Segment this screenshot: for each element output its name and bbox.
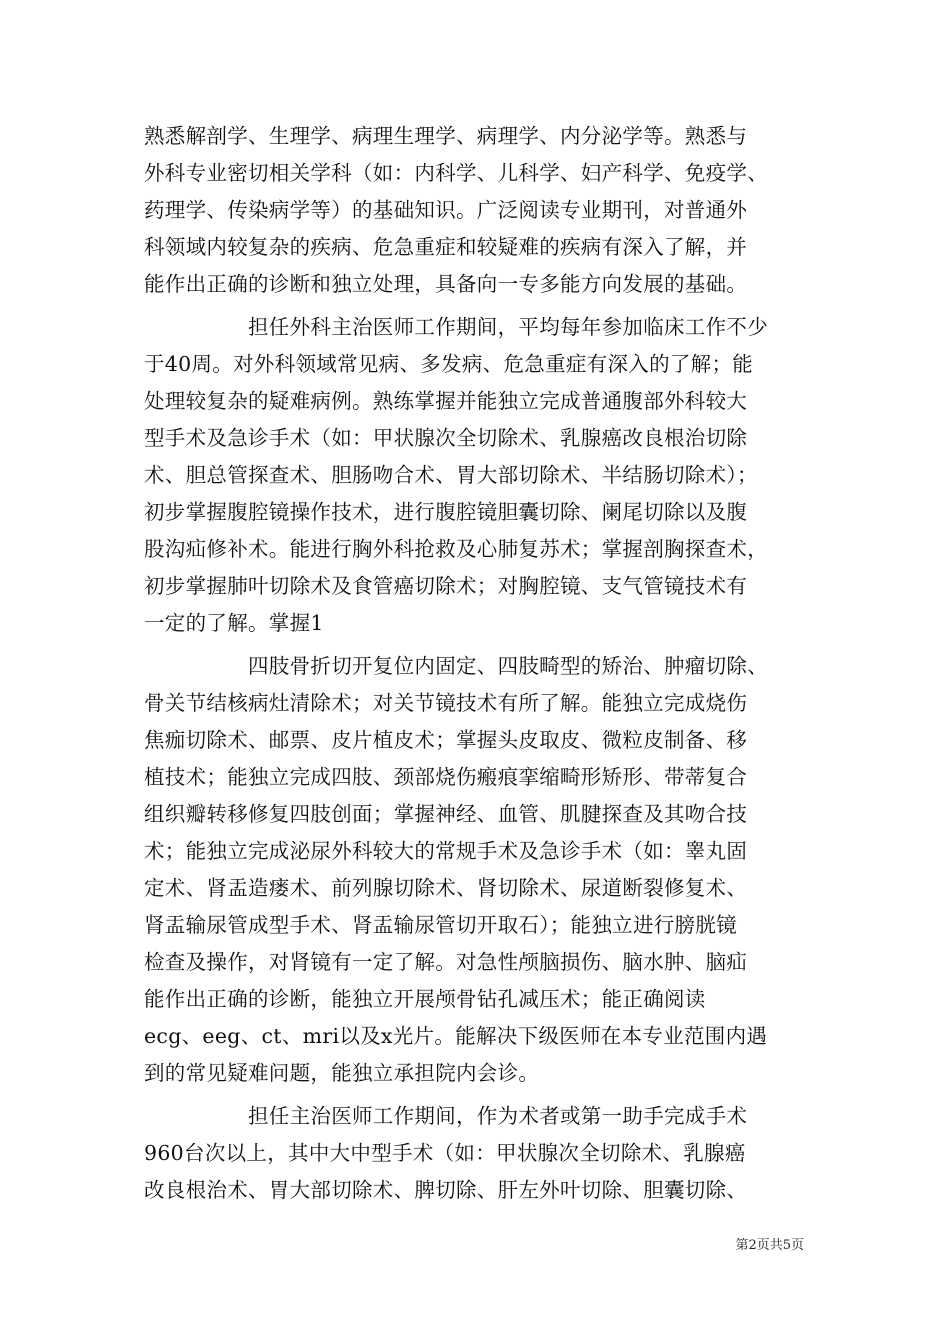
document-body	[144, 118, 814, 1209]
page-number-footer: 第2页共5页	[735, 1238, 804, 1253]
paragraph-1	[144, 118, 814, 303]
text-line: 担任外科主治医师工作期间，平均每年参加临床工作不少	[248, 315, 768, 339]
text-line: 熟悉解剖学、生理学、病理生理学、病理学、内分泌学等。熟悉与	[144, 124, 748, 148]
text-line: 初步掌握腹腔镜操作技术，进行腹腔镜胆囊切除、阑尾切除以及腹	[144, 500, 748, 524]
text-line: 担任主治医师工作期间，作为术者或第一助手完成手术	[248, 1104, 748, 1128]
text-line: 检查及操作，对肾镜有一定了解。对急性颅脑损伤、脑水肿、脑疝	[144, 950, 748, 974]
text-line: 到的常见疑难问题，能独立承担院内会诊。	[144, 1061, 540, 1085]
text-line: 型手术及急诊手术（如：甲状腺次全切除术、乳腺癌改良根治切除	[144, 426, 748, 450]
text-line: 处理较复杂的疑难病例。熟练掌握并能独立完成普通腹部外科较大	[144, 389, 748, 413]
text-line: 能作出正确的诊断和独立处理，具备向一专多能方向发展的基础。	[144, 272, 748, 296]
text-line: 能作出正确的诊断，能独立开展颅骨钻孔减压术；能正确阅读	[144, 987, 706, 1011]
text-line: 初步掌握肺叶切除术及食管癌切除术；对胸腔镜、支气管镜技术有	[144, 574, 748, 598]
text-line: 组织瓣转移修复四肢创面；掌握神经、血管、肌腱探查及其吻合技	[144, 802, 748, 826]
text-line: 960台次以上，其中大中型手术（如：甲状腺次全切除术、乳腺癌	[144, 1141, 746, 1165]
text-line: 于40周。对外科领域常见病、多发病、危急重症有深入的了解；能	[144, 352, 754, 376]
text-line: 股沟疝修补术。能进行胸外科抢救及心肺复苏术；掌握剖胸探查术，	[144, 537, 768, 561]
text-line: 骨关节结核病灶清除术；对关节镜技术有所了解。能独立完成烧伤	[144, 691, 748, 715]
text-line: 外科专业密切相关学科（如：内科学、儿科学、妇产科学、免疫学、	[144, 161, 768, 185]
text-line: 定术、肾盂造瘘术、前列腺切除术、肾切除术、尿道断裂修复术、	[144, 876, 748, 900]
text-line: 四肢骨折切开复位内固定、四肢畸型的矫治、肿瘤切除、	[248, 654, 768, 678]
text-line: 焦痂切除术、邮票、皮片植皮术；掌握头皮取皮、微粒皮制备、移	[144, 728, 748, 752]
paragraph-2	[144, 309, 814, 642]
paragraph-3	[144, 648, 814, 1092]
text-line: 植技术；能独立完成四肢、颈部烧伤瘢痕挛缩畸形矫形、带蒂复合	[144, 765, 748, 789]
text-line: 一定的了解。掌握1	[144, 611, 324, 635]
text-line: ecg、eeg、ct、mri以及x光片。能解决下级医师在本专业范围内遇	[144, 1024, 768, 1048]
paragraph-4	[144, 1098, 814, 1209]
text-line: 肾盂输尿管成型手术、肾盂输尿管切开取石）；能独立进行膀胱镜	[144, 913, 737, 937]
text-line: 改良根治术、胃大部切除术、脾切除、肝左外叶切除、胆囊切除、	[144, 1178, 748, 1202]
text-line: 术、胆总管探查术、胆肠吻合术、胃大部切除术、半结肠切除术）；	[144, 463, 758, 487]
text-line: 术；能独立完成泌尿外科较大的常规手术及急诊手术（如：睾丸固	[144, 839, 748, 863]
text-line: 药理学、传染病学等）的基础知识。广泛阅读专业期刊，对普通外	[144, 198, 748, 222]
text-line: 科领域内较复杂的疾病、危急重症和较疑难的疾病有深入了解，并	[144, 235, 748, 259]
